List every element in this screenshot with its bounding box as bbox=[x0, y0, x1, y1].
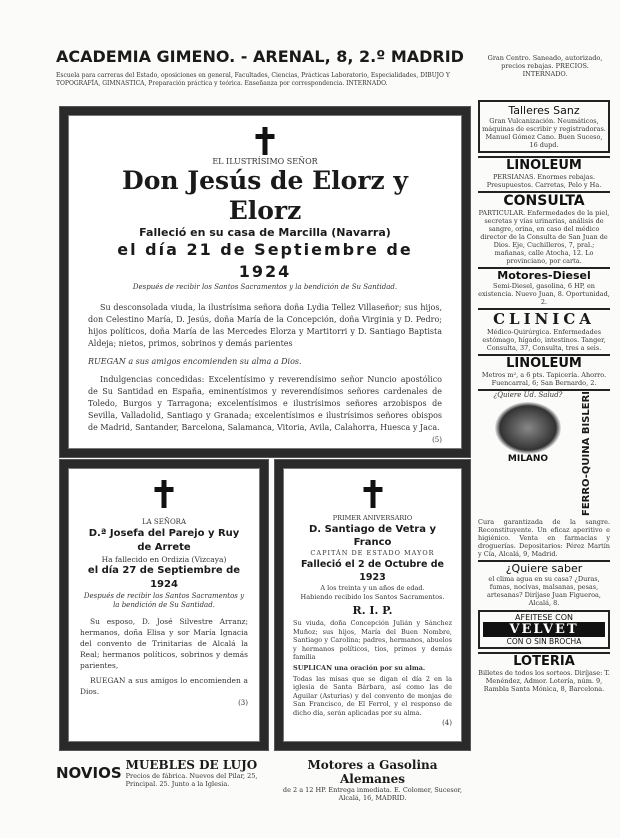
obituary-date: el día 27 de Septiembre de 1924 bbox=[87, 565, 241, 590]
ad-clinica bbox=[478, 308, 610, 352]
obituary-family: Su viuda, doña Concepción Julián y Sánchez Muñoz; sus hijos, María del Buen Nombre, Santiago y Carolina; padres, hermanos, abuelos y hermanos políticos, tíos, primos y demás familia bbox=[293, 619, 452, 661]
obituary-pre: LA SEÑORA bbox=[141, 518, 187, 526]
ad-brand: FERRO-QUINA BISLERI bbox=[581, 391, 592, 516]
main-obituary bbox=[60, 107, 470, 457]
ad-novios bbox=[56, 758, 271, 792]
obituary-masses: Todas las misas que se digan el día 2 en la iglesia de Santa Bárbara, así como las de Aguilar (Asturias) y del convento de monjas de San Francisco, de El Ferrol, y el responso de dicho día, serán aplicadas por su alma. bbox=[293, 674, 452, 717]
obituary-place: Ha fallecido en Ordizia (Vizcaya) bbox=[101, 555, 227, 564]
ad-title: Motores-Diesel bbox=[497, 269, 591, 282]
obituary-request: SUPLICAN una oración por su alma. bbox=[293, 663, 426, 672]
rip-label: R. I. P. bbox=[352, 604, 393, 617]
obituary-place: Falleció en su casa de Marcilla (Navarra) bbox=[139, 226, 391, 239]
cross-icon bbox=[155, 480, 174, 508]
ad-title: ¿Quiere saber bbox=[505, 562, 583, 575]
obituary-date: Falleció el 2 de Octubre de 1923 bbox=[301, 559, 444, 583]
ad-quiere-saber bbox=[478, 560, 610, 607]
obituary-pre: PRIMER ANIVERSARIO bbox=[332, 514, 413, 522]
ad-title: Motores a Gasolina Alemanes bbox=[307, 758, 438, 786]
ad-linoleum-2 bbox=[478, 354, 610, 387]
ad-title: CLINICA bbox=[493, 310, 595, 328]
obituary-name: Don Jesús de Elorz y Elorz bbox=[122, 166, 408, 225]
lion-emblem-icon bbox=[495, 402, 561, 454]
ad-title: CONSULTA bbox=[503, 193, 585, 209]
cross-icon bbox=[256, 127, 275, 155]
ad-motores-diesel bbox=[478, 267, 610, 306]
obituary-name: D.ª Josefa del Parejo y Ruy de Arrete bbox=[88, 528, 240, 553]
ad-title: LOTERIA bbox=[513, 654, 575, 669]
notice-number: (4) bbox=[442, 719, 452, 727]
ad-consulta bbox=[478, 191, 610, 265]
left-obituary bbox=[60, 460, 268, 750]
header-subtitle: Escuela para carreras del Estado, oposiciones en general, Facultades, Ciencias, Prácticas Laboratorio, Especialidades, DIBUJO Y TOPOGRAFÍA, GIMNASTICA, Preparación práctica y teórica. Enseñanza por correspondencia. INTERNADO. bbox=[56, 72, 450, 87]
ad-linoleum bbox=[478, 156, 610, 189]
ad-text: Cura garantizada de la sangre. Reconstituyente. Un eficaz aperitivo e higiénico. Venta en farmacias y droguerías. Depositarios: Pérez Martín y Cía, Alcalá, 9, Madrid. bbox=[478, 518, 610, 558]
obituary-name: D. Santiago de Vetra y Franco bbox=[309, 524, 436, 548]
obituary-sacraments: Después de recibir los Santos Sacramentos y la bendición de Su Santidad. bbox=[83, 592, 245, 609]
notice-number: (3) bbox=[238, 699, 248, 707]
obituary-family: Su desconsolada viuda, la ilustrísima señora doña Lydia Tellez Villaseñor; sus hijos, don Celestino María, D. Jesús, doña María de la Concepción, doña Virginia y D. Pedro; hijos políticos, doña María de las Mercedes Elorza y Martitorri y D. Santiago Baptista Aldeja; nietos, primos, sobrinos y demás parientes bbox=[88, 303, 442, 348]
obituary-sacraments: Después de recibir los Santos Sacramentos y la bendición de Su Santidad. bbox=[132, 283, 398, 291]
obituary-rank: CAPITÁN DE ESTADO MAYOR bbox=[310, 549, 435, 557]
ad-ferroquina bbox=[478, 389, 610, 558]
ad-talleres bbox=[478, 100, 610, 153]
ad-motores bbox=[275, 758, 470, 802]
ad-title: Talleres Sanz bbox=[508, 104, 580, 117]
center-obituary bbox=[275, 460, 470, 750]
ad-title: LINOLEUM bbox=[506, 356, 582, 371]
ad-brand: VELVET bbox=[483, 622, 605, 637]
ad-bottom: CON O SIN BROCHA bbox=[506, 637, 582, 646]
ad-text: el clima agua en su casa? ¿Duras, fumas, nocivas, malsanas, pesas, artesanas? Diríjase Juan Figueroa, Alcalá, 8. bbox=[487, 575, 601, 607]
ad-text: Gran Vulcanización. Neumáticos, máquinas de escribir y registradoras. Manuel Gómez Cano. Buen Suceso, 16 dupd. bbox=[482, 117, 606, 149]
ad-text: PERSIANAS. Enormes rebajas. Presupuestos. Carretas, Pelo y Ha. bbox=[486, 173, 602, 189]
ad-title: MUEBLES DE LUJO bbox=[125, 758, 258, 772]
ad-city: MILANO bbox=[507, 454, 549, 464]
header-title: ACADEMIA GIMENO. - ARENAL, 8, 2.º MADRID bbox=[56, 47, 464, 66]
ad-title: LINOLEUM bbox=[506, 158, 582, 173]
obituary-age: A los treinta y un años de edad. bbox=[320, 584, 425, 592]
ad-text: de 2 a 12 HP. Entrega inmediata. E. Colomer, Sucesor, Alcalá, 16, MADRID. bbox=[282, 786, 463, 802]
ad-text: PARTICULAR. Enfermedades de la piel, secretas y vías urinarias, análisis de sangre, orina, en caso del médico director de la Consulta de San Juan de Dios. Eje, Cuchilleros, 7, pral.; mañanas, calle Atocha, 12. Lo provinciano, por carta. bbox=[478, 209, 610, 265]
obituary-family: Su esposo, D. José Silvestre Arranz; hermanos, doña Elisa y sor María Ignacia del convento de Trinitarias de Alcalá la Real; hermanos políticos, sobrinos y demás parientes, bbox=[80, 617, 248, 670]
ad-text: Precios de fábrica. Nuevos del Pilar, 25, Principal. 25. Junto a la Iglesia. bbox=[125, 772, 258, 788]
obituary-indulgences: Indulgencias concedidas: Excelentísimo y reverendísimo señor Nuncio apostólico de Su Santidad en España, eminentísimos y reverendísimos señores cardenales de Toledo, Burgos y Tarragona; excelentísimos e ilustrísimos señores arzobispos de Sevilla, Valladolid, Santiago y Granada; excelentísimos e ilustrísimos señores obispos de Madrid, Santander, Barcelona, Salamanca, Vitoria, Avila, Calahorra, Huesca y Jaca. bbox=[88, 375, 442, 432]
ad-text: Semi-Diesel, gasolina, 6 HP, en existencia. Nuevo Juan, 8. Oportunidad, 2. bbox=[478, 282, 610, 306]
ad-text: Médico-Quirúrgica. Enfermedades estómago, hígado, intestinos. Tanger, Consulta, 37, Consulta, tres a seis. bbox=[482, 328, 606, 352]
ad-brand: NOVIOS bbox=[56, 764, 122, 782]
notice-number: (5) bbox=[432, 436, 442, 444]
ad-text: Billetes de todos los sorteos. Diríjase: T. Menéndez, Admor. Lotería, núm. 9, Rambla Santa Mónica, 8, Barcelona. bbox=[478, 669, 610, 693]
obituary-pre: EL ILUSTRÍSIMO SEÑOR bbox=[212, 157, 318, 166]
cross-icon bbox=[363, 480, 382, 508]
header-side: Gran Centro. Saneado, autorizado, precios rebajas. PRECIOS. INTERNADO. bbox=[487, 54, 603, 78]
ad-title: ¿Quiere Ud. Salud? bbox=[493, 391, 563, 399]
ad-top: AFEITESE CON bbox=[515, 613, 573, 622]
ad-text: Metros m², a 6 pts. Tapicería. Ahorro. Fuencarral, 6; San Bernardo, 2. bbox=[481, 371, 607, 387]
obituary-sacraments: Habiendo recibido los Santos Sacramentos. bbox=[300, 593, 445, 601]
ad-loteria bbox=[478, 652, 610, 693]
sidebar-ads bbox=[478, 100, 610, 693]
obituary-request: RUEGAN a sus amigos encomienden su alma a Dios. bbox=[88, 357, 302, 366]
obituary-request: RUEGAN a sus amigos lo encomienden a Dios. bbox=[80, 676, 248, 696]
ad-velvet bbox=[478, 610, 610, 649]
obituary-date: el día 21 de Septiembre de 1924 bbox=[117, 240, 413, 281]
